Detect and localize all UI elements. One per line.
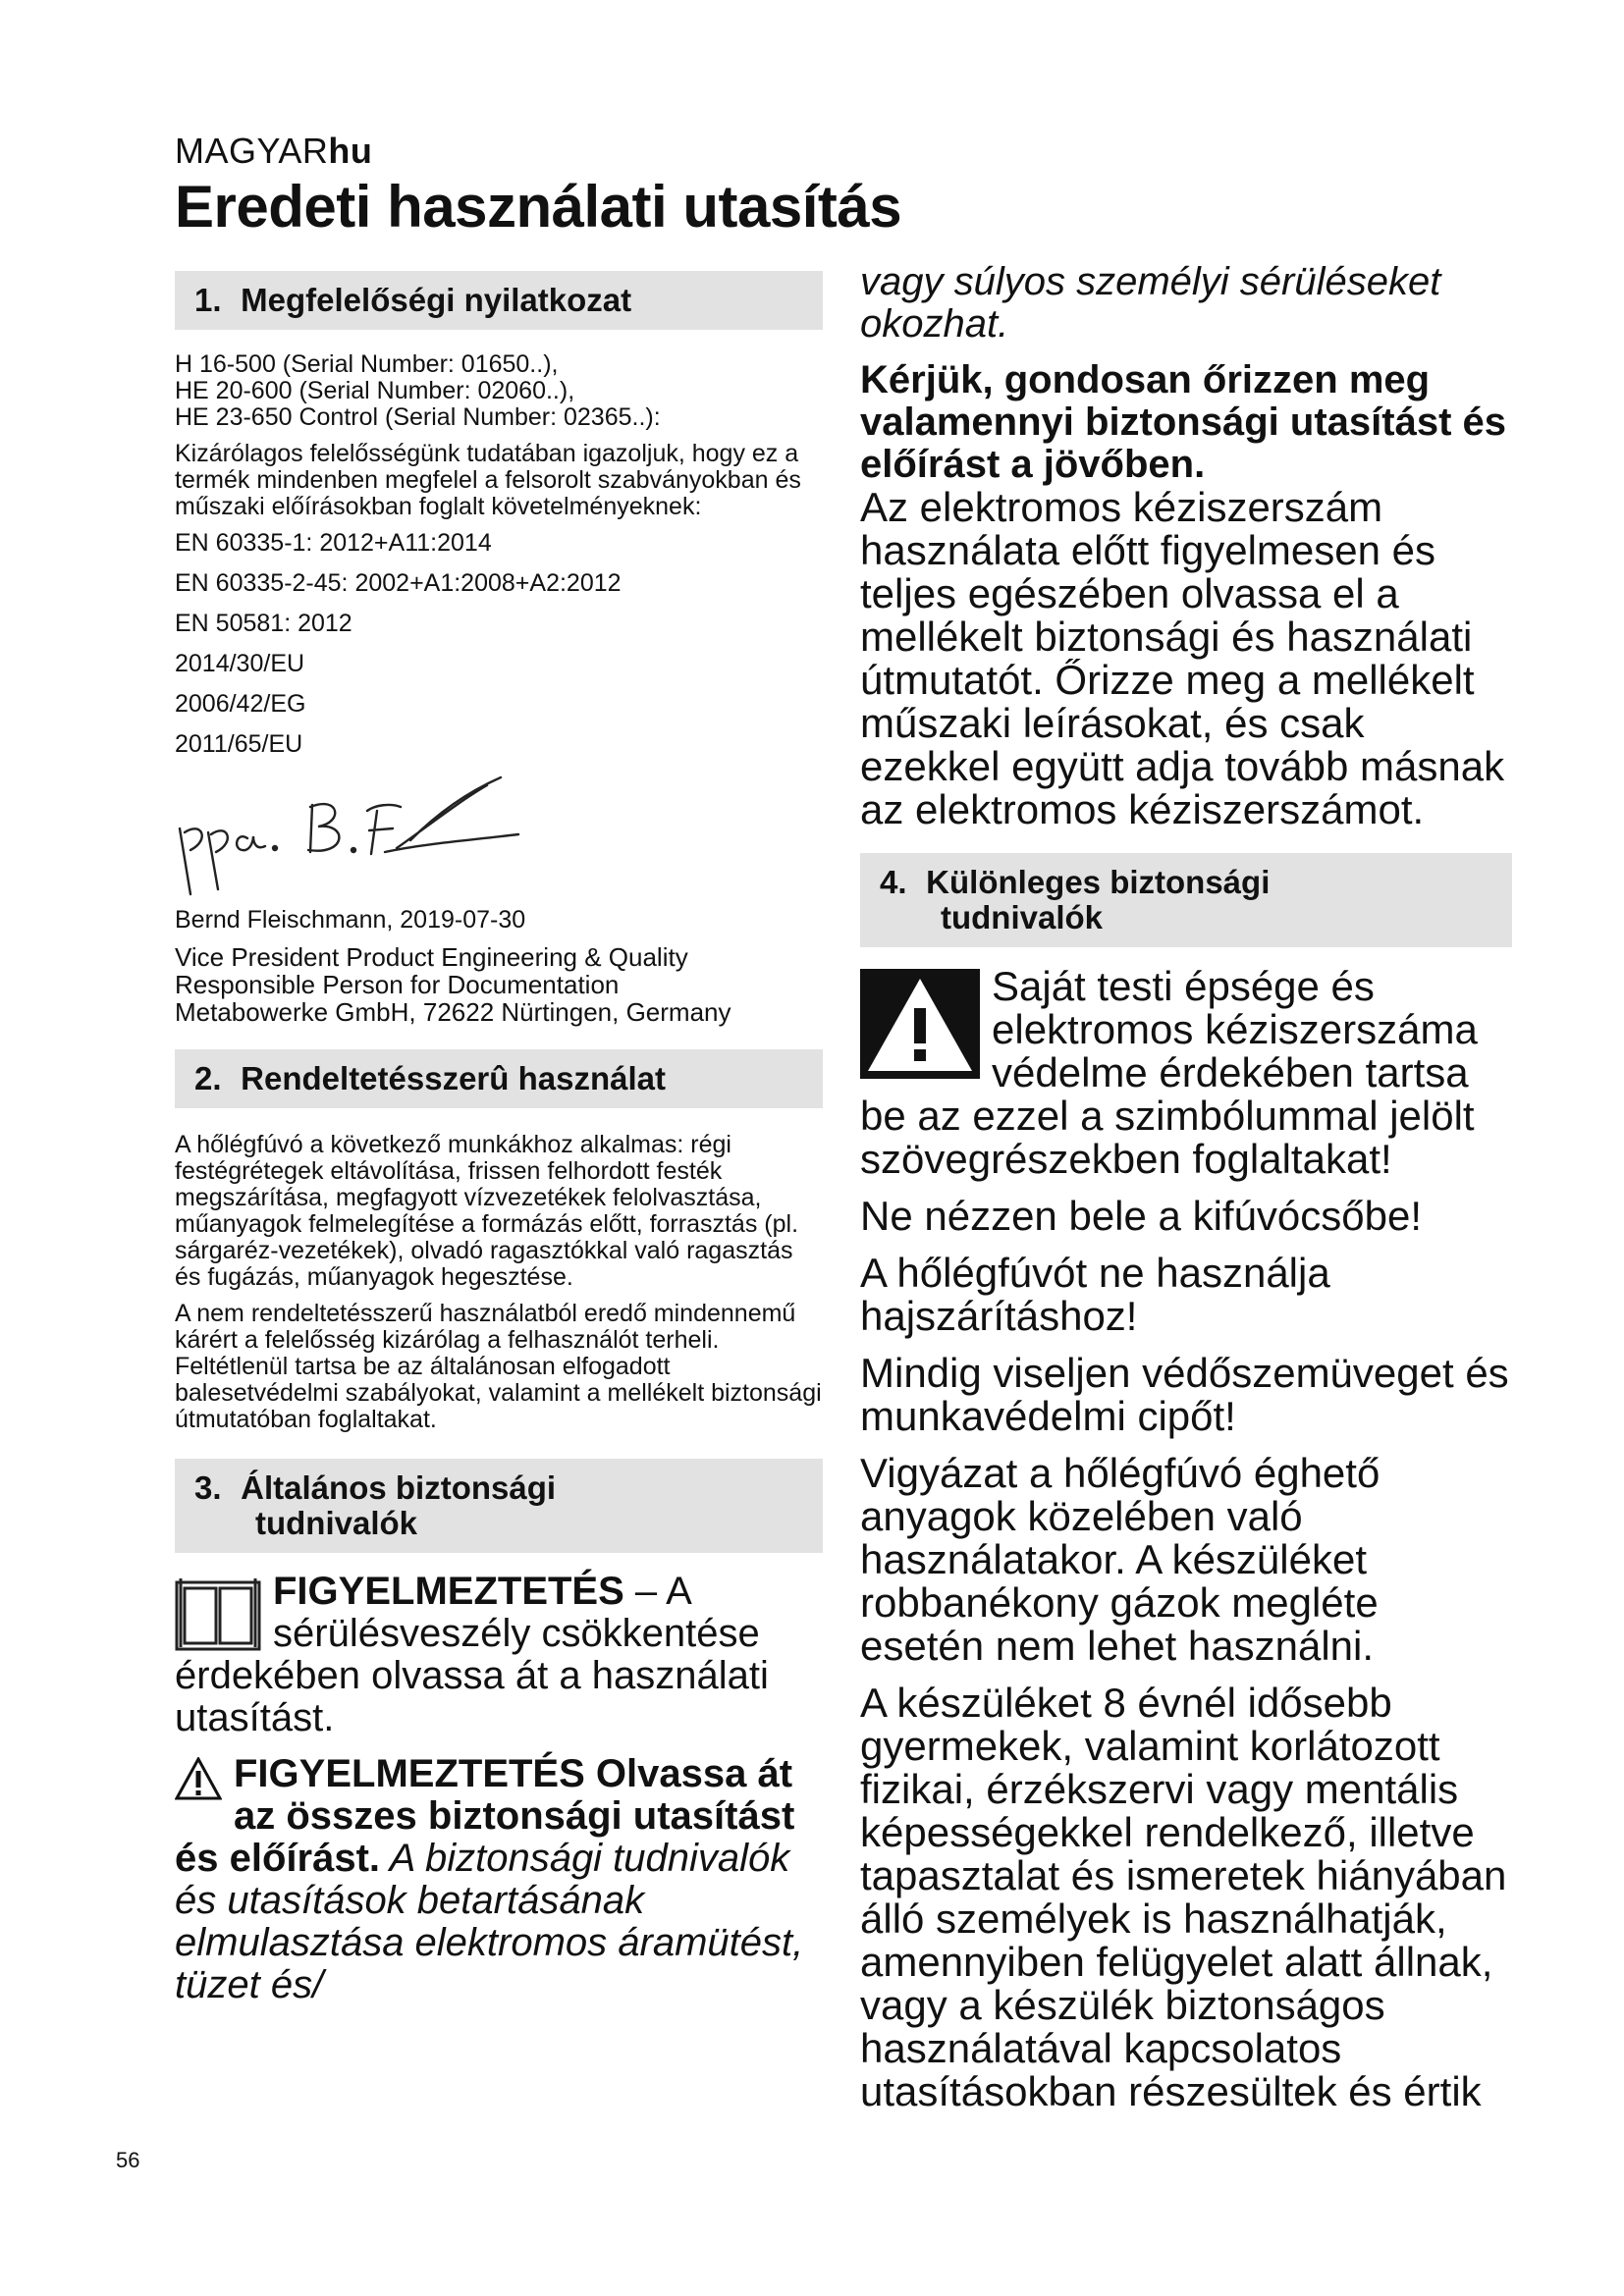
model-line: HE 20-600 (Serial Number: 02060..), — [175, 377, 575, 404]
section-2-heading — [175, 1049, 823, 1108]
warning-label: FIGYELMEZTETÉS Olvassa át az összes biztonsági utasítást és előírást. — [175, 1752, 795, 1880]
section-1-body — [175, 351, 823, 1026]
model-list — [175, 351, 823, 431]
section-2-title: Rendeltetésszerû használat — [241, 1060, 666, 1096]
standard-item: 2006/42/EG — [175, 690, 306, 718]
safety-note: A készüléket 8 évnél idősebb gyermekek, valamint korlátozott fizikai, érzékszervi vagy mentális képességekkel rendelkező, illetve tapasztalat és ismeretek hiányában álló személyek is használhatják, amennyiben felügyelet alatt állnak, vagy a készülék biztonságos használatával kapcsolatos utasításokban részesültek és értik — [860, 1680, 1507, 2114]
read-manual-text: Az elektromos kéziszerszám használata előtt figyelmesen és teljes egészében olvassa el a mellékelt biztonsági és használati útmutatót. Őrizze meg a mellékelt műszaki leírásokat, és csak ezekkel együtt adja tovább másnak az elektromos kéziszerszámot. — [860, 484, 1505, 832]
section-3-heading — [175, 1459, 823, 1553]
standard-item: 2011/65/EU — [175, 730, 303, 758]
section-4-heading — [860, 853, 1512, 947]
signer-name: Bernd Fleischmann, 2019-07-30 — [175, 906, 526, 934]
book-icon — [175, 1575, 261, 1653]
continued-warning — [860, 261, 1512, 346]
right-column — [860, 261, 1512, 2127]
warning-sign-icon — [860, 969, 980, 1079]
keep-instructions-text: Kérjük, gondosan őrizzen meg valamennyi biztonsági utasítást és előírást a jövőben. — [860, 358, 1506, 486]
section-1-title: Megfelelőségi nyilatkozat — [241, 282, 632, 318]
section-1-heading — [175, 271, 823, 330]
section-3-body — [175, 1571, 823, 2006]
model-line: HE 23-650 Control (Serial Number: 02365..): — [175, 403, 661, 431]
page-number: 56 — [116, 2148, 140, 2172]
model-line: H 16-500 (Serial Number: 01650..), — [175, 350, 559, 378]
role-line: Vice President Product Engineering & Quality — [175, 942, 688, 972]
declaration-intro: Kizárólagos felelősségünk tudatában igazoljuk, hogy ez a termék mindenben megfelel a felsorolt szabványokban és műszaki előírásokban foglalt követelményeknek: — [175, 440, 801, 520]
symbol-explanation — [860, 965, 1512, 1181]
role-line: Responsible Person for Documentation — [175, 970, 620, 999]
section-4-number: 4. — [880, 864, 907, 900]
warning-label: FIGYELMEZTETÉS — [273, 1570, 624, 1613]
read-manual-paragraph — [860, 486, 1512, 831]
section-3-number: 3. — [194, 1469, 222, 1506]
safety-note: Mindig viseljen védőszemüveget és munkavédelmi cipőt! — [860, 1350, 1509, 1439]
standard-item: 2014/30/EU — [175, 650, 305, 677]
symbol-explanation-text: Saját testi épsége és elektromos kéziszerszáma védelme érdekében tartsa be az ezzel a szimbólummal jelölt szövegrészekben foglaltakat! — [860, 963, 1478, 1182]
warning-triangle-icon — [175, 1757, 222, 1800]
signature — [175, 772, 823, 899]
safety-note: Ne nézzen bele a kifúvócsőbe! — [860, 1193, 1423, 1239]
safety-note: A hőlégfúvót ne használja hajszárításhoz! — [860, 1250, 1330, 1339]
standards-list — [175, 530, 823, 758]
section-3-title: Általános biztonsági — [241, 1469, 557, 1506]
left-column — [175, 271, 823, 2020]
section-1-number: 1. — [194, 282, 222, 318]
signer-role — [175, 943, 823, 1026]
section-2-body — [175, 1132, 823, 1433]
continued-warning-text: vagy súlyos személyi sérüléseket okozhat. — [860, 260, 1441, 346]
standard-item: EN 50581: 2012 — [175, 610, 352, 637]
section-4-title: Különleges biztonsági — [926, 864, 1271, 900]
warning-text: – A sérülésveszély csökkentése érdekében olvassa át a használati utasítást. — [175, 1570, 769, 1739]
section-2-number: 2. — [194, 1060, 222, 1096]
liability-paragraph: A nem rendeltetésszerű használatból eredő mindennemű kárért a felelősség kizárólag a felhasználót terheli. Feltétlenül tartsa be az általánosan elfogadott balesetvédelmi szabályokat, valamint a mellékelt biztonsági útmutatóban foglaltakat. — [175, 1300, 822, 1433]
language-label — [175, 131, 372, 172]
warning-read-all — [175, 1753, 823, 2006]
standard-item: EN 60335-2-45: 2002+A1:2008+A2:2012 — [175, 569, 622, 597]
language-code: hu — [328, 131, 373, 171]
page-title: Eredeti használati utasítás — [175, 174, 902, 240]
safety-note: Vigyázat a hőlégfúvó éghető anyagok közelében való használatakor. A készüléket robbanékony gázok megléte esetén nem lehet használni. — [860, 1450, 1380, 1669]
keep-instructions — [860, 359, 1512, 486]
section-4-body — [860, 965, 1512, 2113]
language-name: MAGYAR — [175, 131, 329, 171]
intended-use-paragraph: A hőlégfúvó a következő munkákhoz alkalmas: régi festégrétegek eltávolítása, frissen felhordott festék megszárítása, megfagyott vízvezetékek felolvasztása, műanyagok felmelegítése a formázás előtt, forrasztás (pl. sárgaréz-vezetékek), olvadó ragasztókkal való ragasztás és fugázás, műanyagok hegesztése. — [175, 1131, 799, 1291]
standard-item: EN 60335-1: 2012+A11:2014 — [175, 529, 492, 557]
role-line: Metabowerke GmbH, 72622 Nürtingen, Germany — [175, 997, 731, 1027]
continued-text — [860, 261, 1512, 486]
section-4-title-cont: tudnivalók — [941, 899, 1104, 935]
signature-graphic — [175, 772, 528, 899]
section-3-title-cont: tudnivalók — [255, 1505, 418, 1541]
warning-read-manual — [175, 1571, 823, 1739]
warning-consequence: A biztonsági tudnivalók és utasítások betartásának elmulasztása elektromos áramütést, tüzet és/ — [175, 1837, 804, 2006]
